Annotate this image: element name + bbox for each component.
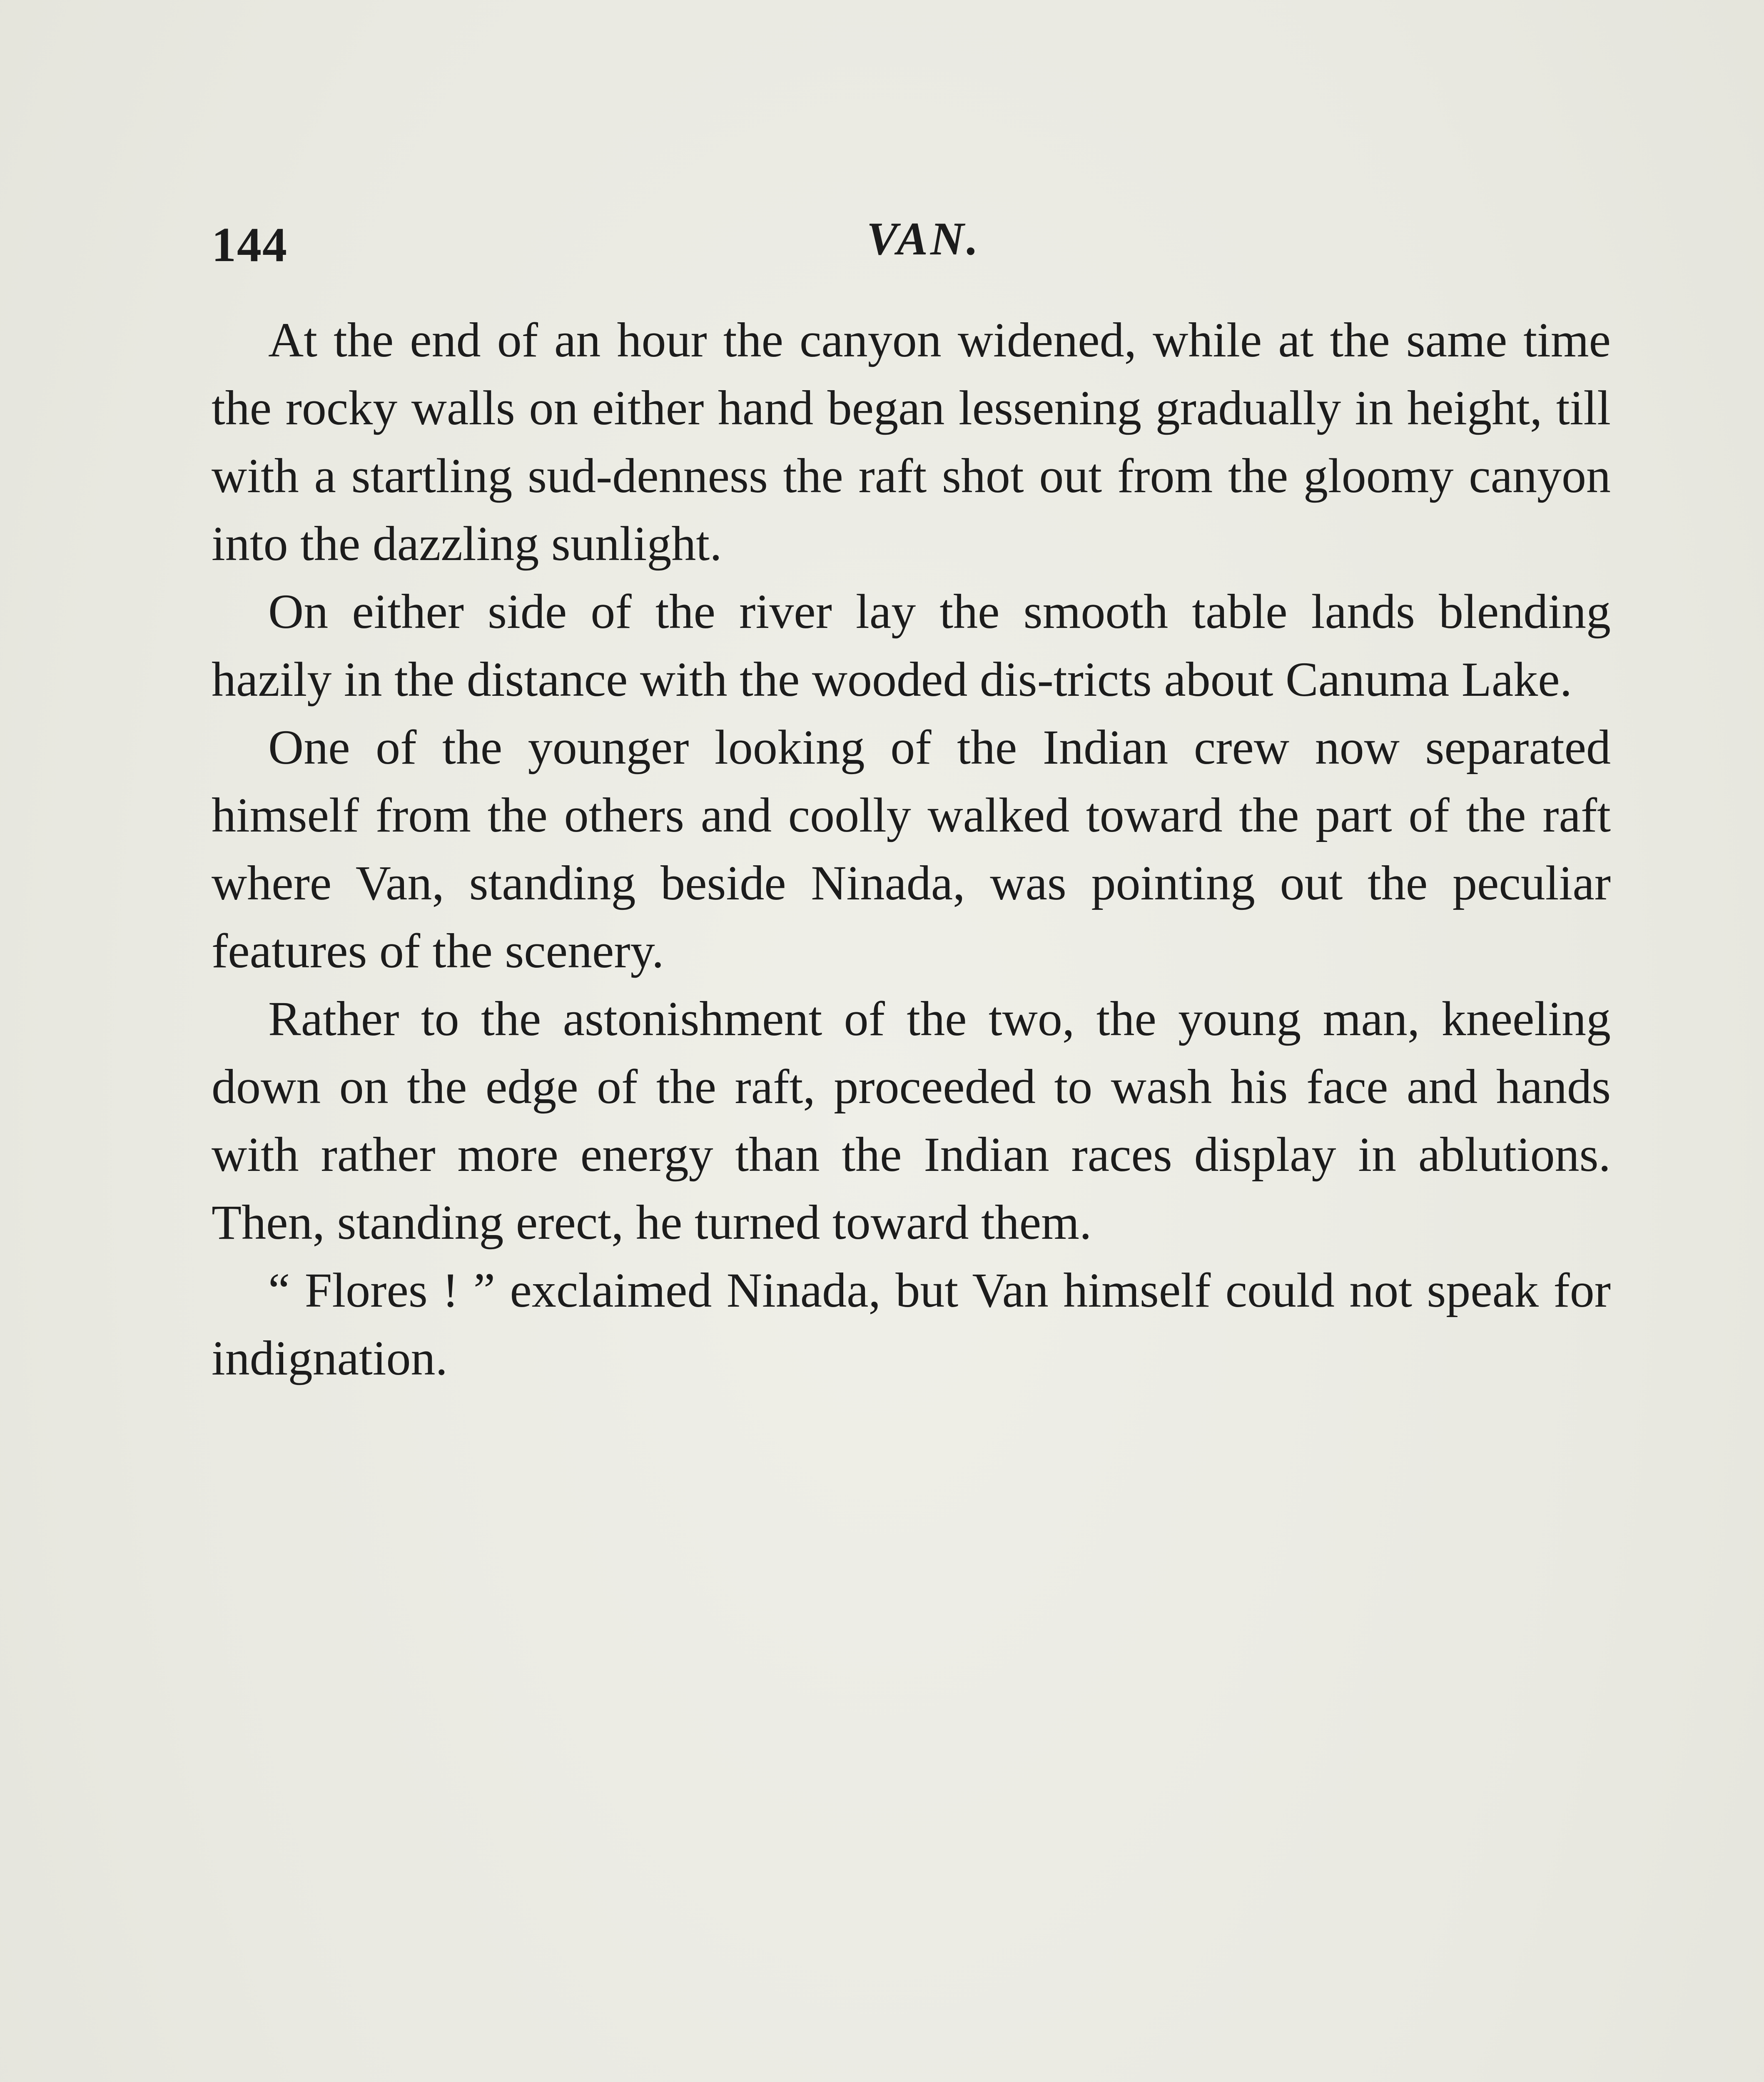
paragraph-3: One of the younger looking of the Indian crew now separated himself from the others and coolly walked toward the part of the raft where Van, standing beside Ninada, was pointing out the peculiar features of the scenery. xyxy=(212,720,1611,978)
page-header xyxy=(212,208,1611,275)
paragraph-1: At the end of an hour the canyon widened, while at the same time the rocky walls on either hand began lessening gradually in height, till with a startling sud-denness the raft shot out from the gloomy canyon into the dazzling sunlight. xyxy=(212,313,1611,571)
page-number: 144 xyxy=(212,217,288,272)
paragraph-4: Rather to the astonishment of the two, the young man, kneeling down on the edge of the raft, proceeded to wash his face and hands with rather more energy than the Indian races display in ablutions. Then, standing erect, he turned toward them. xyxy=(212,991,1611,1250)
running-head: VAN. xyxy=(867,213,981,265)
paragraph-2: On either side of the river lay the smooth table lands blending hazily in the distance with the wooded dis-tricts about Canuma Lake. xyxy=(212,584,1611,707)
body-text xyxy=(212,306,1611,1392)
paragraph-5: “ Flores ! ” exclaimed Ninada, but Van himself could not speak for indignation. xyxy=(212,1263,1611,1385)
